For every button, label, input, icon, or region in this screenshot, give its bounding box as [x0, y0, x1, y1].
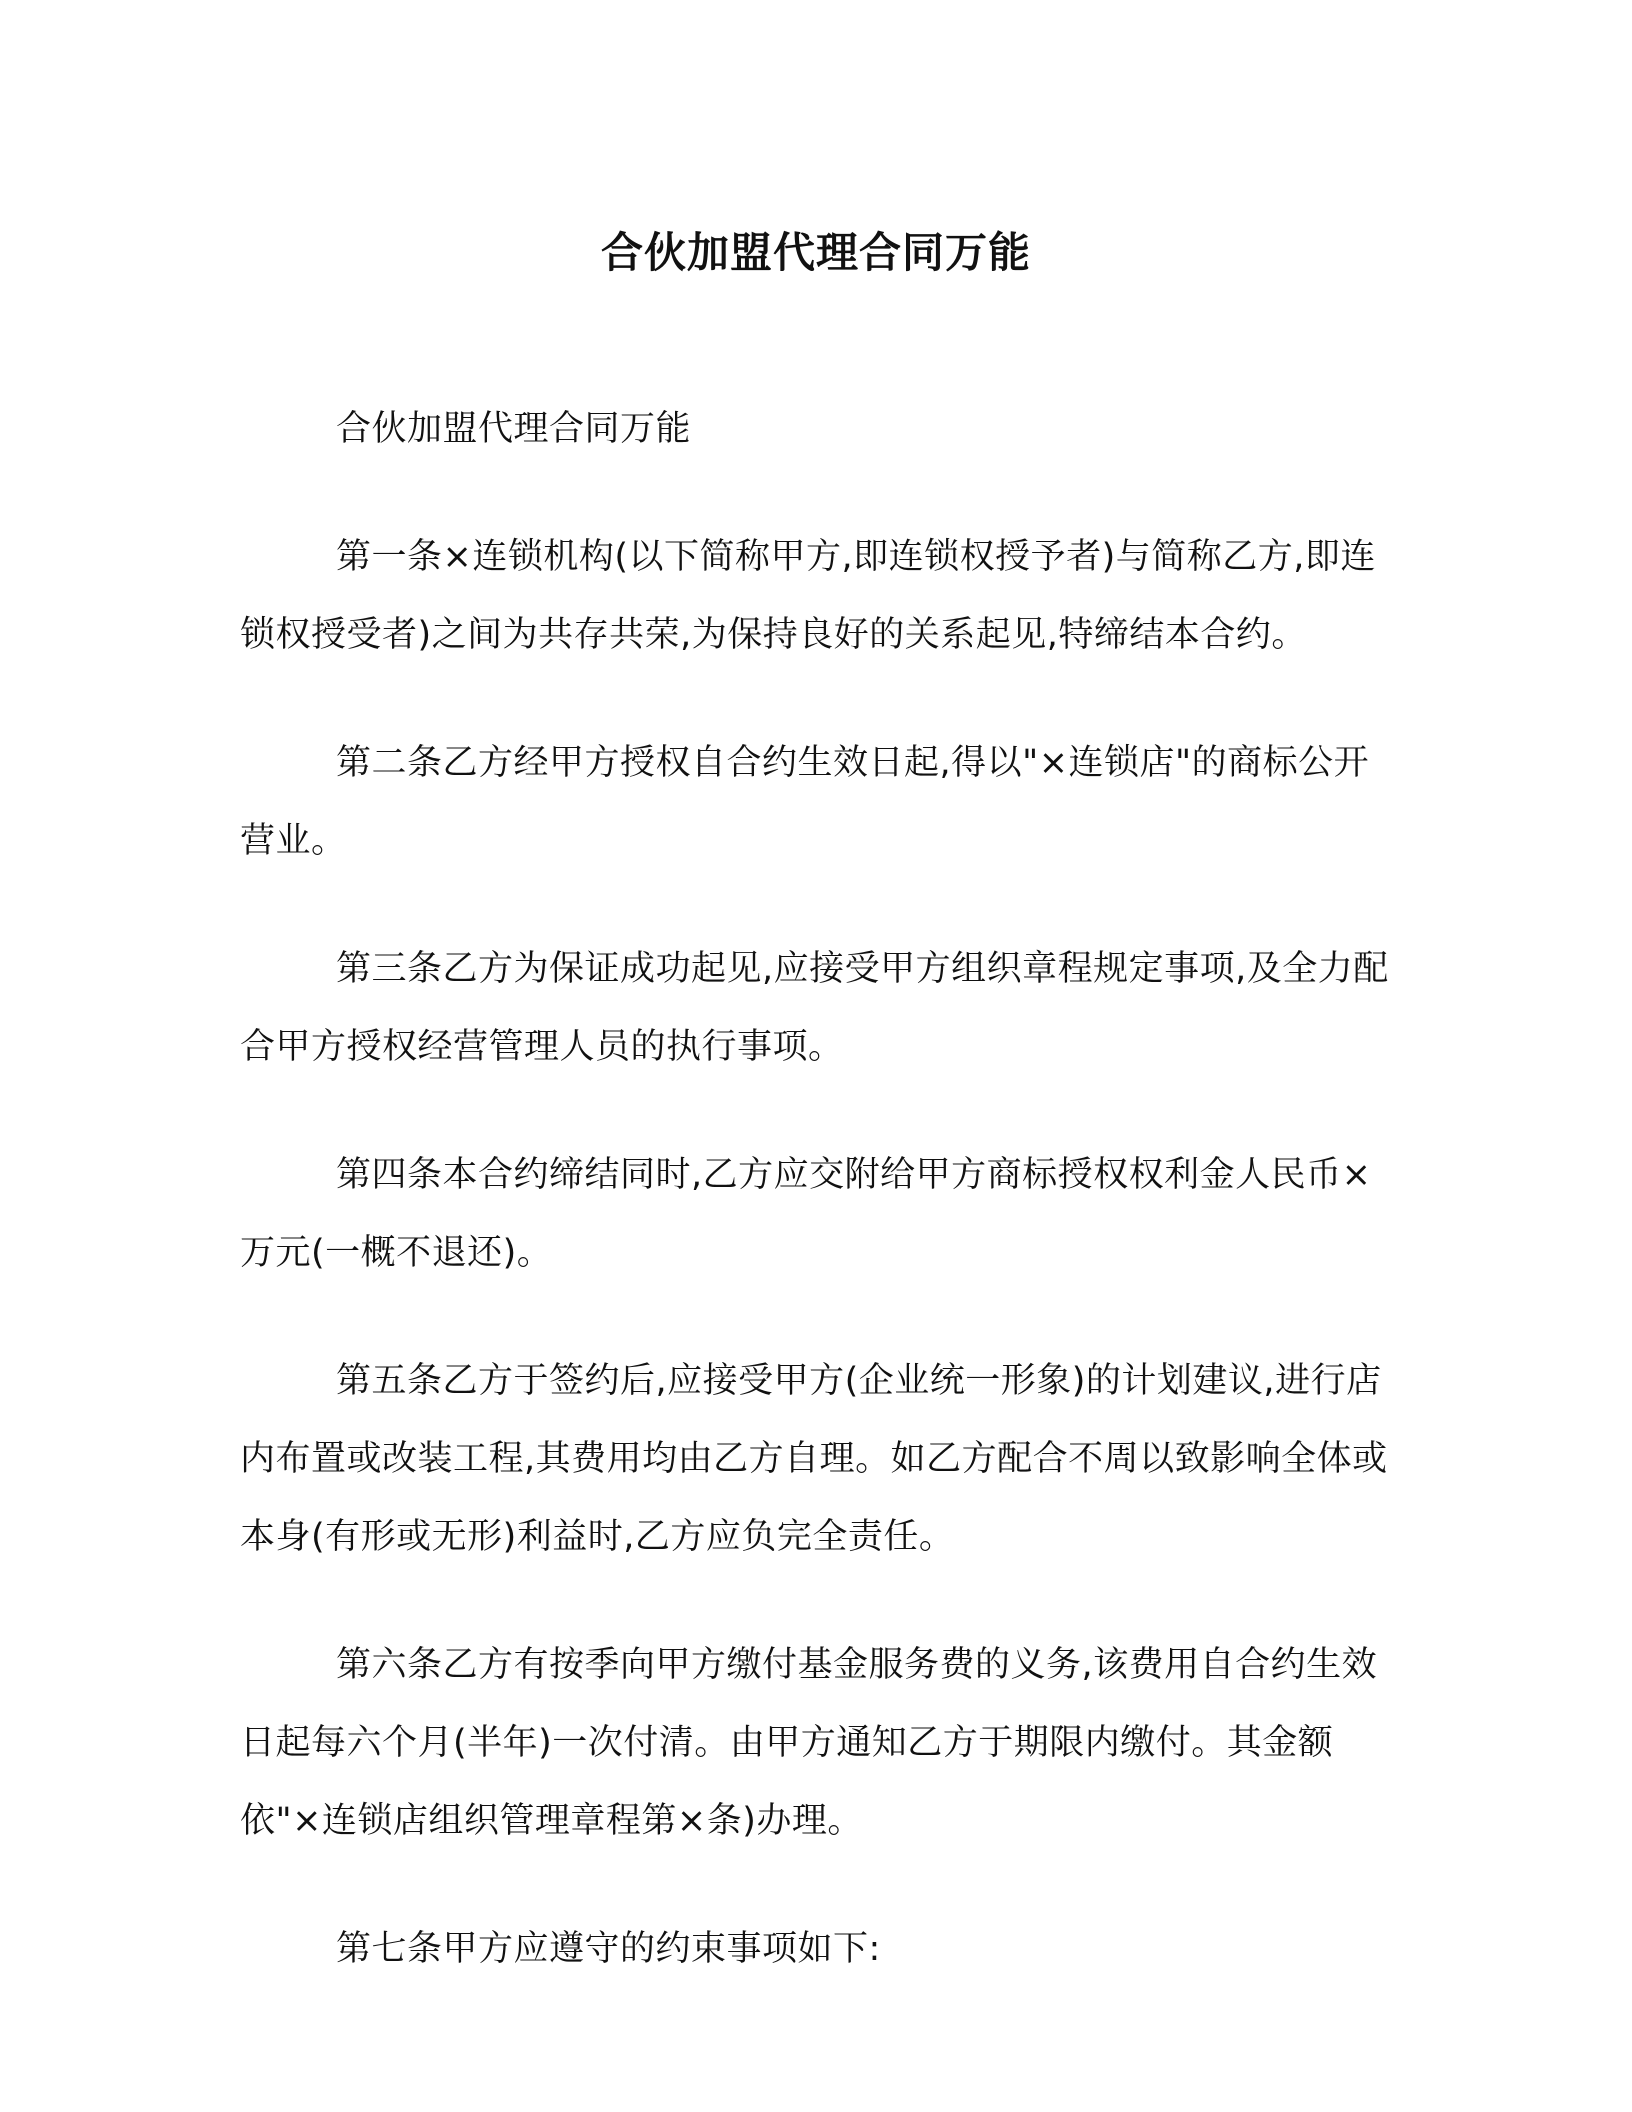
document-body — [240, 390, 1390, 2038]
paragraph-article-3: 第三条乙方为保证成功起见,应接受甲方组织章程规定事项,及全力配合甲方授权经营管理人员的执行事项。 — [240, 949, 1389, 1067]
paragraph-article-7: 第七条甲方应遵守的约束事项如下: — [336, 1929, 881, 1969]
paragraph-article-1: 第一条×连锁机构(以下简称甲方,即连锁权授予者)与简称乙方,即连锁权授受者)之间为共存共荣,为保持良好的关系起见,特缔结本合约。 — [240, 537, 1376, 655]
paragraph-article-6: 第六条乙方有按季向甲方缴付基金服务费的义务,该费用自合约生效日起每六个月(半年)一次付清。由甲方通知乙方于期限内缴付。其金额依"×连锁店组织管理章程第×条)办理。 — [240, 1645, 1378, 1841]
paragraph-subtitle: 合伙加盟代理合同万能 — [336, 409, 692, 449]
paragraph-article-2: 第二条乙方经甲方授权自合约生效日起,得以"×连锁店"的商标公开营业。 — [240, 743, 1370, 861]
paragraph-article-5: 第五条乙方于签约后,应接受甲方(企业统一形象)的计划建议,进行店内布置或改装工程,其费用均由乙方自理。如乙方配合不周以致影响全体或本身(有形或无形)利益时,乙方应负完全责任。 — [240, 1361, 1388, 1557]
paragraph-article-4: 第四条本合约缔结同时,乙方应交附给甲方商标授权权利金人民币×万元(一概不退还)。 — [240, 1155, 1372, 1273]
document-title: 合伙加盟代理合同万能 — [600, 228, 1031, 277]
